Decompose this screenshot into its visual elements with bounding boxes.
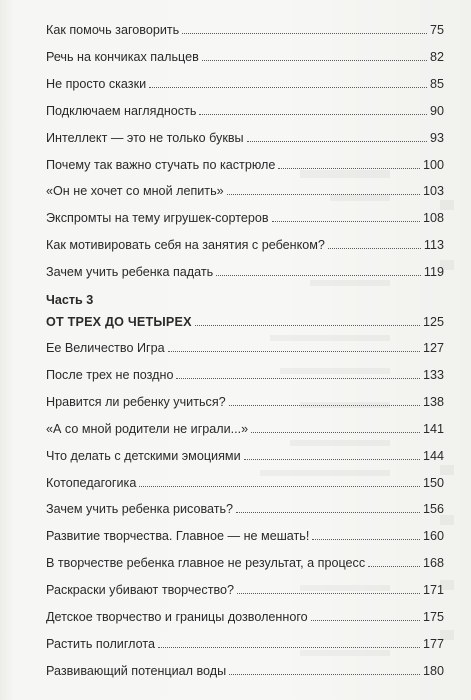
dot-leader (311, 620, 420, 621)
toc-entry-page-number: 103 (422, 184, 444, 199)
toc-entry[interactable] (46, 494, 444, 516)
dot-leader (229, 674, 420, 675)
toc-entry-page-number: 93 (429, 130, 444, 145)
toc-entry-title: «Он не хочет со мной лепить» (46, 184, 224, 199)
dot-leader (168, 351, 420, 352)
toc-entry-title: Нравится ли ребенку учиться? (46, 394, 226, 409)
toc-entry-page-number: 144 (422, 448, 444, 463)
toc-entry-page-number: 175 (422, 610, 444, 624)
toc-entry[interactable] (46, 150, 444, 172)
toc-entry-title: ОТ ТРЕХ ДО ЧЕТЫРЕХ (46, 315, 192, 329)
toc-entry-page-number: 113 (423, 238, 444, 253)
toc-entry-page-number: 171 (422, 583, 444, 598)
toc-entry-page-number: 168 (422, 556, 444, 571)
dot-leader (229, 405, 420, 406)
toc-entry-page-number: 108 (422, 211, 444, 226)
toc-entry-page-number: 138 (422, 394, 444, 409)
dot-leader (236, 512, 420, 513)
dot-leader (176, 378, 420, 379)
dot-leader (247, 141, 427, 142)
toc-entry-title: Зачем учить ребенка рисовать? (46, 502, 234, 517)
toc-entry-page-number: 75 (429, 23, 444, 37)
toc-entry[interactable] (46, 176, 444, 198)
toc-entry-title: Детское творчество и границы дозволенного (46, 610, 308, 624)
toc-entry-title: Раскраски убивают творчество? (46, 583, 235, 598)
toc-entry-title: Как помочь заговорить (46, 23, 180, 37)
toc-entry[interactable] (46, 548, 444, 570)
toc-entry-title: Зачем учить ребенка падать (46, 265, 214, 280)
toc-entry-page-number: 160 (422, 529, 444, 544)
toc-entry-page-number: 125 (422, 315, 444, 329)
toc-entry-title: Растить полиглота (46, 636, 156, 651)
toc-entry-page-number: 156 (422, 502, 444, 517)
toc-entry[interactable] (46, 42, 444, 64)
dot-leader (139, 486, 420, 487)
toc-entry-page-number: 150 (422, 475, 444, 490)
toc-entry-title: Экспромты на тему игрушек-сортеров (46, 211, 269, 226)
toc-entry-page-number: 127 (422, 341, 444, 355)
dot-leader (182, 33, 427, 34)
toc-entry-title: Речь на кончиках пальцев (46, 49, 199, 64)
toc-entry-page-number: 85 (429, 76, 444, 91)
part-label: Часть 3 (46, 293, 94, 307)
toc-entry[interactable] (46, 387, 444, 409)
toc-entry[interactable] (46, 333, 444, 355)
toc-entry-title: Развивающий потенциал воды (46, 663, 227, 678)
toc-entry-title: «А со мной родители не играли...» (46, 421, 249, 436)
toc-entry-title: Не просто сказки (46, 76, 147, 91)
dot-leader (202, 60, 427, 61)
dot-leader (312, 539, 420, 540)
dot-leader (149, 87, 427, 88)
toc-entry-page-number: 100 (422, 157, 444, 172)
toc-entry[interactable] (46, 602, 444, 624)
toc-entry[interactable] (46, 441, 444, 463)
toc-entry-title: После трех не поздно (46, 367, 174, 382)
toc-entry-page-number: 119 (423, 265, 444, 280)
dot-leader (199, 114, 427, 115)
toc-entry[interactable] (46, 15, 444, 37)
toc-entry[interactable] (46, 629, 444, 651)
dot-leader (158, 647, 420, 648)
toc-entry[interactable] (46, 69, 444, 91)
dot-leader (251, 432, 420, 433)
toc-entry-title: Котопедагогика (46, 475, 137, 490)
toc-entry-title: Почему так важно стучать по кастрюле (46, 157, 276, 172)
part-title-entry[interactable] (46, 307, 444, 329)
toc-entry-title: Ее Величество Игра (46, 341, 165, 355)
toc-entry[interactable] (46, 414, 444, 436)
toc-entry[interactable] (46, 360, 444, 382)
toc-entry[interactable] (46, 96, 444, 118)
toc-entry-title: Что делать с детскими эмоциями (46, 448, 241, 463)
dot-leader (227, 194, 420, 195)
toc-entry[interactable] (46, 230, 444, 252)
toc-entry[interactable] (46, 575, 444, 597)
toc-entry-page-number: 133 (422, 367, 444, 382)
toc-entry[interactable] (46, 521, 444, 543)
dot-leader (216, 275, 421, 276)
toc-entry-page-number: 82 (429, 49, 444, 64)
dot-leader (278, 168, 420, 169)
toc-entry-title: Развитие творчества. Главное — не мешать! (46, 529, 310, 544)
toc-entry[interactable] (46, 123, 444, 145)
toc-entry-title: Подключаем наглядность (46, 103, 197, 118)
toc-entry-title: Интеллект — это не только буквы (46, 130, 244, 145)
dot-leader (368, 566, 420, 567)
toc-entry-title: В творчестве ребенка главное не результат, а процесс (46, 556, 366, 571)
toc-entry[interactable] (46, 656, 444, 678)
dot-leader (195, 325, 420, 326)
dot-leader (244, 459, 420, 460)
toc-entry[interactable] (46, 203, 444, 225)
toc-entry[interactable] (46, 468, 444, 490)
toc-entry-title: Как мотивировать себя на занятия с ребенком? (46, 238, 325, 253)
dot-leader (272, 221, 420, 222)
toc-entry-page-number: 177 (422, 636, 444, 651)
toc-entry-page-number: 180 (422, 663, 444, 678)
dot-leader (328, 248, 421, 249)
toc-entry-page-number: 141 (422, 421, 444, 436)
dot-leader (237, 593, 420, 594)
toc-entry[interactable] (46, 257, 444, 279)
toc-entry-page-number: 90 (429, 103, 444, 118)
